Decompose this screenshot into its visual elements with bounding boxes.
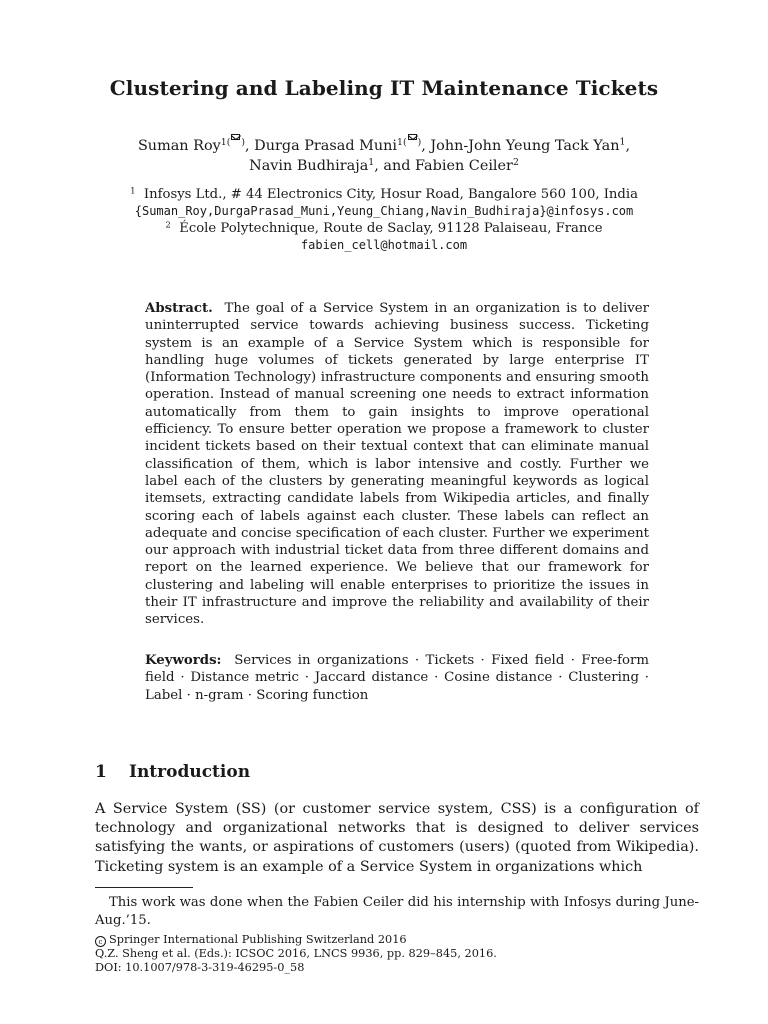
- author-affil-mark: 2: [512, 156, 519, 168]
- author-affil-mark: 1: [619, 136, 626, 148]
- author-list: Suman Roy$^{1( )}$, Durga Prasad Muni$^{1( )}$, John-John Yeung Tack Yan$^1$, Navin Budhiraja$^1$, and Fabien Ceiler$^2$: [90, 134, 678, 176]
- citation-line: Q.Z. Sheng et al. (Eds.): ICSOC 2016, LNCS 9936, pp. 829–845, 2016.: [95, 947, 497, 960]
- author-affil-mark: 1( ): [397, 137, 421, 148]
- affiliation-2-email: fabien_cell@hotmail.com: [300, 238, 468, 252]
- keywords: [145, 652, 649, 704]
- author-affil-mark: 1( ): [221, 137, 245, 148]
- section-heading: [95, 762, 250, 782]
- affiliation-1: $^1$ Infosys Ltd., # 44 Electronics City, Hosur Road, Bangalore 560 100, India: [130, 186, 638, 202]
- affiliations: [60, 186, 708, 254]
- affiliation-2: $^2$ École Polytechnique, Route de Saclay, 91128 Palaiseau, France: [165, 220, 603, 236]
- affiliation-1-emails: {Suman_Roy,DurgaPrasad_Muni,Yeung_Chiang,Navin_Budhiraja}@infosys.com: [134, 204, 634, 218]
- copyright-block: [95, 933, 699, 975]
- author-name: John-John Yeung Tack Yan: [430, 137, 620, 154]
- abstract-label: Abstract.: [145, 301, 213, 316]
- footnote: This work was done when the Fabien Ceiler did his internship with Infosys during June-Aug.’15.: [95, 895, 699, 928]
- abstract: [145, 300, 649, 629]
- copyright-icon: c: [95, 936, 106, 947]
- footnote-rule: [95, 887, 193, 888]
- abstract-text: The goal of a Service System in an organization is to deliver uninterrupted service towards achieving business success. Ticketing system is an example of a Service System which is responsible for handling huge volumes of tickets generated by large enterprise IT (Information Technology) infrastructure components and ensuring smooth operation. Instead of manual screening one needs to extract information automatically from them to gain insights to improve operational efficiency. To ensure better operation we propose a framework to cluster incident tickets based on their textual context that can eliminate manual classification of them, which is labor intensive and costly. Further we label each of the clusters by generating meaningful keywords as logical itemsets, extracting candidate labels from Wikipedia articles, and finally scoring each of labels against each cluster. These labels can reflect an adequate and concise specification of each cluster. Further we experiment our approach with industrial ticket data from three different domains and report on the learned experience. We believe that our framework for clustering and labeling will enable enterprises to prioritize the issues in their IT infrastructure and improve the reliability and availability of their services.: [145, 301, 649, 628]
- author-affil-mark: 1: [368, 156, 375, 168]
- author-name: Fabien Ceiler: [415, 157, 513, 174]
- author-name: Durga Prasad Muni: [254, 137, 397, 154]
- section-number: 1: [95, 762, 107, 782]
- envelope-icon: [408, 134, 417, 140]
- keywords-label: Keywords:: [145, 653, 222, 668]
- keywords-text: Services in organizations · Tickets · Fixed field · Free-form field · Distance metric · Jaccard distance · Cosine distance · Clustering · Label · n-gram · Scoring function: [145, 653, 649, 703]
- paper-title: Clustering and Labeling IT Maintenance Tickets: [109, 76, 659, 100]
- author-name: Suman Roy: [137, 137, 221, 154]
- copyright-line: c Springer International Publishing Switzerland 2016: [95, 933, 699, 947]
- envelope-icon: [231, 134, 240, 140]
- intro-paragraph: A Service System (SS) (or customer service system, CSS) is a configuration of technology and organizational networks that is designed to deliver services satisfying the wants, or aspirations of customers (users) (quoted from Wikipedia). Ticketing system is an example of a Service System in organizations which: [95, 801, 699, 875]
- doi-line: DOI: 10.1007/978-3-319-46295-0_58: [95, 961, 305, 974]
- author-name: Navin Budhiraja: [249, 157, 369, 174]
- section-title: Introduction: [129, 762, 251, 782]
